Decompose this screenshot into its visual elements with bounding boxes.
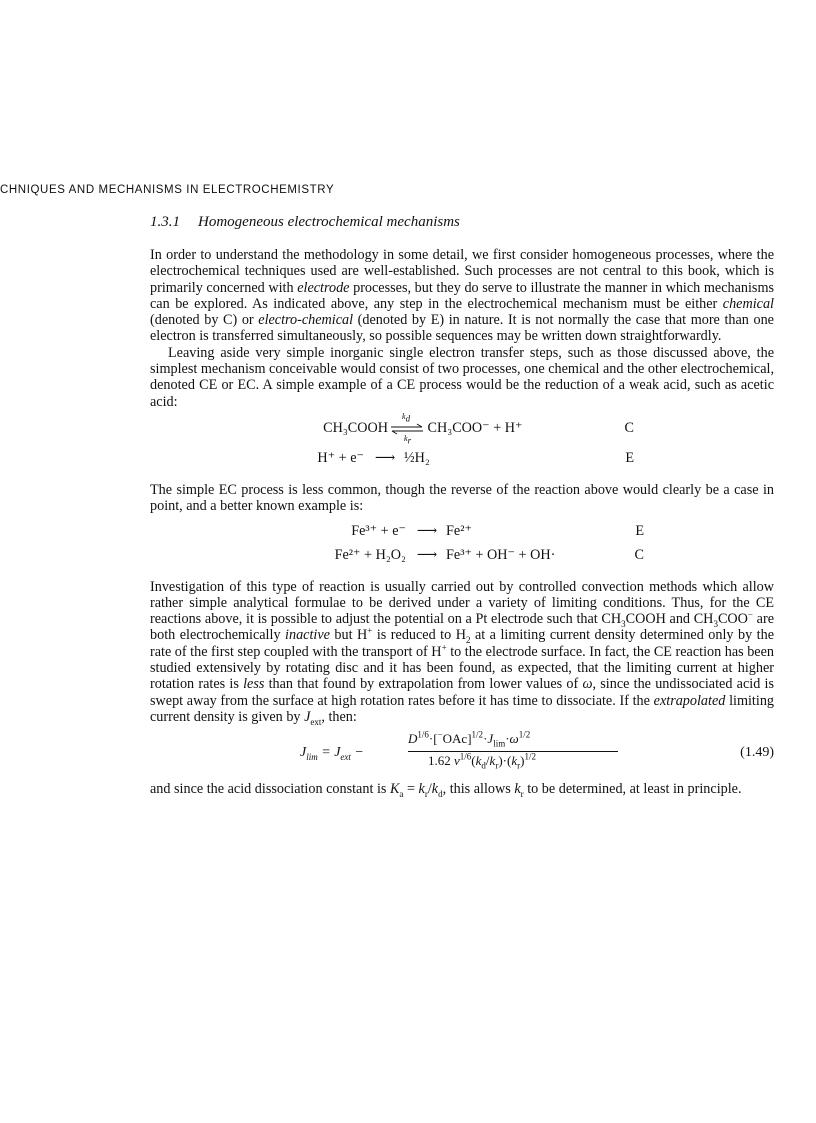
equilibrium-arrow-icon: $k_d$ $k_r$ — [390, 422, 424, 436]
section-heading — [150, 214, 774, 231]
equation-5-tag: (1.49) — [740, 745, 774, 761]
equation-2-tag: E — [625, 449, 634, 466]
paragraph-2: Leaving aside very simple inorganic single electron transfer steps, such as those discussed above, the simplest mechanism conceivable would consist of two processes, one chemical and the other electrochemical, denoted CE or EC. A simple example of a CE process would be the reduction of a weak acid, such as acetic acid: — [150, 344, 774, 410]
equation-2-lhs: H⁺ + e⁻ — [317, 449, 364, 466]
paragraph-5: and since the acid dissociation constant is $K_a = k_r/k_d$, this allows $k_r$ to be determined, at least in principle. — [150, 781, 742, 800]
arrow-icon: ⟶ — [416, 546, 438, 563]
equation-3-tag: E — [635, 522, 644, 539]
equation-3-rhs: Fe²⁺ — [446, 522, 472, 539]
paragraph-3: The simple EC process is less common, though the reverse of the reaction above would clearly be a case in point, and a better known example is: — [150, 481, 774, 515]
equation-1-tag: C — [624, 419, 634, 436]
equation-4-rhs: Fe³⁺ + OH⁻ + OH· — [446, 546, 556, 563]
equation-1-lhs: CH₃COOH — [323, 419, 388, 436]
equation-5-numerator: $D^{1/6}\cdot[^-OAc]^{1/2}\cdot J_{lim}\cdot\omega^{1/2}$ — [408, 729, 531, 749]
equation-4 — [150, 547, 774, 571]
arrow-icon: ⟶ — [374, 449, 396, 466]
equation-1 — [150, 411, 774, 446]
equation-2 — [150, 450, 774, 474]
section-number: 1.3.1 — [150, 214, 180, 230]
equation-3 — [150, 523, 774, 547]
equation-1-rhs: CH₃COO⁻ + H⁺ — [427, 419, 523, 436]
paragraph-4: Investigation of this type of reaction is usually carried out by controlled convection methods which allow rather simple analytical formulae to be derived under a variety of limiting conditions. Thus, for the CE reactions above, it is possible to adjust the potential on a Pt electrode such that $CH_3COOH$ and $CH_3COO^-$ are both electrochemically inactive but H+ is reduced to $H_2$ at a limiting current density determined only by the rate of the first step coupled with the transport of H+ to the electrode surface. In fact, the CE reaction has been studied extensively by rotating disc and it has been found, as expected, that the limiting current at higher rotation rates is less than that found by extrapolation from lower values of ω, since the undissociated acid is swept away from the surface at high rotation rates before it has time to dissociate. If the extrapolated limiting current density is given by $J_{ext}$, then: — [150, 578, 775, 727]
equation-5-denominator: 1.62 $\nu^{1/6}(k_d/k_r)\cdot(k_r)^{1/2}$ — [428, 751, 536, 771]
equation-1-49 — [150, 731, 774, 777]
running-head: CHNIQUES AND MECHANISMS IN ELECTROCHEMISTRY — [0, 184, 335, 196]
equation-4-tag: C — [634, 546, 644, 563]
section-title: Homogeneous electrochemical mechanisms — [198, 214, 460, 230]
paragraph-1: In order to understand the methodology in some detail, we first consider homogeneous processes, where the electrochemical techniques used are well-established. Such processes are not central to this book, which is primarily concerned with electrode processes, but they do serve to illustrate the manner in which mechanisms can be explored. As indicated above, any step in the electrochemical mechanism must be either chemical (denoted by C) or electro-chemical (denoted by E) in nature. It is not normally the case that more than one electron is transferred simultaneously, so possible sequences may be written down straightforwardly. — [150, 247, 775, 345]
equation-3-lhs: Fe³⁺ + e⁻ — [351, 522, 406, 539]
arrow-icon: ⟶ — [416, 522, 438, 539]
equation-4-lhs: Fe²⁺ + H₂O₂ — [334, 546, 406, 563]
equation-2-rhs: ½H₂ — [404, 449, 430, 466]
page-body — [150, 214, 774, 798]
equation-5-lhs: $J_{lim} = J_{ext}$ − — [300, 745, 364, 763]
